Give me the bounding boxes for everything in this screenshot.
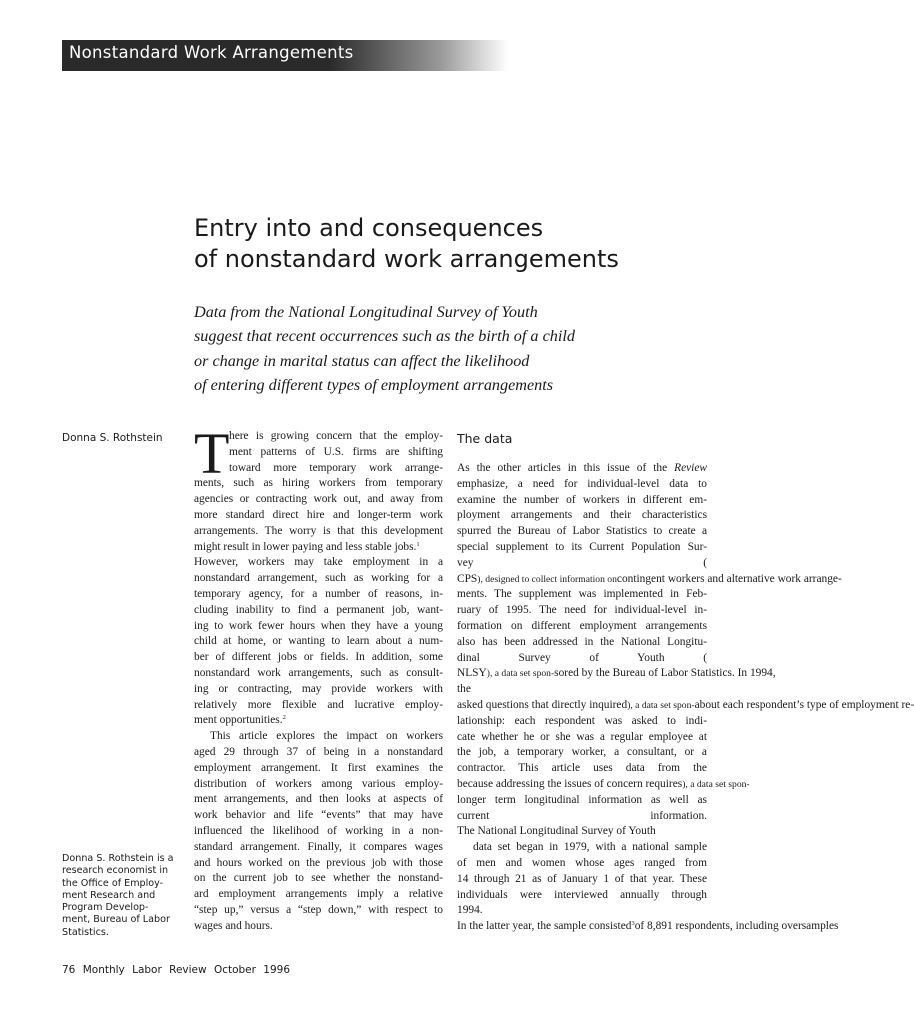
- body-line: relatively more flexible and lucrative employ-: [194, 698, 443, 711]
- body-line: emphasize, a need for individual-level data to: [457, 477, 707, 490]
- body-line: ing to work fewer hours when they have a young: [194, 619, 443, 632]
- body-line: on the current job to see whether the nonstand-: [194, 872, 443, 885]
- body-line-text: of 8,891 respondents, including oversamples: [634, 920, 839, 933]
- body-line: ments, such as hiring workers from temporary: [194, 477, 443, 490]
- issue-date: October 1996: [213, 964, 291, 976]
- body-line: [457, 777, 750, 793]
- body-line: nonstandard arrangement, such as working for a: [194, 572, 443, 585]
- acronym-cps: ), designed to collect information on: [477, 573, 617, 585]
- body-line: spurred the Bureau of Labor Statistics to create a: [457, 525, 707, 538]
- acronym-nlsy: ), a data set spon-: [486, 668, 555, 680]
- body-line-text: sored by the Bureau of Labor Statistics. In 1994,: [554, 667, 776, 680]
- body-line: toward more temporary work arrange-: [229, 461, 443, 474]
- body-line-text: might result in lower paying and less stable jobs.: [194, 540, 417, 553]
- body-line: cluding inability to find a permanent job, want-: [194, 603, 443, 616]
- body-line: [457, 666, 776, 682]
- body-line: aged 29 through 37 of being in a nonstandard: [194, 745, 443, 758]
- body-line: However, workers may take employment in a: [194, 556, 443, 569]
- bio-line: research economist in: [62, 865, 169, 877]
- body-line: contractor. This article uses data from the: [457, 762, 707, 775]
- body-line: ing or contracting, may provide workers with: [194, 682, 443, 695]
- body-line: employment arrangement. It first examines the: [194, 761, 443, 774]
- bio-line: the Office of Employ-: [62, 877, 164, 889]
- body-line: ruary of 1995. The need for individual-level in-: [457, 604, 707, 617]
- bio-line: ment, Bureau of Labor: [62, 914, 170, 926]
- article-deck: [194, 300, 714, 397]
- title-line: Entry into and consequences: [194, 214, 544, 242]
- body-line-text: about each respondent’s type of employment re-: [694, 698, 914, 711]
- body-line: lationship: each respondent was asked to indi-: [457, 714, 707, 727]
- body-line: [194, 713, 443, 729]
- body-line-text: In the latter year, the sample consisted: [457, 920, 632, 933]
- title-line: of nonstandard work arrangements: [194, 245, 619, 273]
- body-line: work behavior and life “events” that may have: [194, 809, 443, 822]
- body-line: ployment arrangements and their characteristics: [457, 509, 707, 522]
- body-line: here is growing concern that the employ-: [229, 430, 443, 442]
- body-line: influenced the likelihood of working in a non-: [194, 824, 443, 837]
- footnote-ref[interactable]: 2: [282, 714, 286, 722]
- body-line: of men and women whose ages ranged from: [457, 856, 707, 869]
- body-line-text: ment opportunities.: [194, 714, 283, 727]
- body-line: also has been addressed in the National Longitu-: [457, 635, 707, 648]
- body-line-text: CPS: [457, 572, 478, 585]
- author-bio: [62, 853, 180, 939]
- body-line: nonstandard work arrangements, such as consult-: [194, 666, 443, 679]
- body-line: formation on different employment arrangements: [457, 619, 707, 632]
- running-header-band: [62, 40, 508, 71]
- acronym-nlsy: ), a data set spon-: [682, 778, 750, 790]
- body-line: data set began in 1979, with a national sample: [473, 841, 707, 854]
- body-line: ber of different jobs or fields. In addition, some: [194, 651, 443, 664]
- bio-line: Program Develop-: [62, 902, 149, 914]
- body-column-1: [194, 421, 443, 935]
- body-line: ment patterns of U.S. firms are shifting: [229, 445, 443, 458]
- body-line-text: NLSY: [457, 667, 487, 680]
- body-line: more standard direct hire and longer-term work: [194, 508, 443, 521]
- body-line: The National Longitudinal Survey of Youth: [457, 825, 656, 838]
- body-line: child at home, or wanting to learn about a num-: [194, 635, 443, 648]
- deck-line: Data from the National Longitudinal Survey of Youth: [194, 303, 538, 321]
- body-line: ard employment arrangements imply a relative: [194, 888, 443, 901]
- body-line: cate whether he or she was a regular employee at: [457, 730, 707, 743]
- body-line: arrangements. The worry is that this development: [194, 524, 443, 537]
- journal-name-italic: Review: [674, 462, 707, 474]
- footnote-ref[interactable]: 3: [631, 920, 635, 928]
- body-line: [457, 698, 914, 714]
- section-heading: The data: [457, 431, 513, 446]
- body-line: [457, 572, 842, 588]
- body-line: [194, 540, 443, 556]
- drop-cap: T: [194, 421, 230, 486]
- article-title: [194, 213, 734, 275]
- body-column-2: [457, 461, 914, 935]
- body-line: standard arrangement. Finally, it compares wages: [194, 840, 443, 853]
- deck-line: or change in marital status can affect the likelihood: [194, 351, 530, 370]
- deck-line: suggest that recent occurrences such as the birth of a child: [194, 327, 575, 346]
- body-line: [457, 919, 839, 935]
- acronym-nlsy: ), a data set spon-: [627, 699, 695, 711]
- body-line: dinal Survey of Youth (: [457, 651, 707, 664]
- body-line: longer term longitudinal information as well as: [457, 793, 707, 806]
- body-line: 1994.: [457, 904, 483, 917]
- body-line: and hours worked on the previous job with those: [194, 856, 443, 869]
- bio-line: Donna S. Rothstein is a: [62, 853, 174, 864]
- body-line: the: [457, 683, 471, 696]
- body-line: “step up,” versus a “step down,” with respect to: [194, 903, 443, 916]
- journal-name: Monthly Labor Review: [82, 964, 207, 976]
- body-line-text: because addressing the issues of concern requires: [457, 777, 683, 790]
- body-line-text: contingent workers and alternative work arrange-: [616, 572, 842, 585]
- bio-line: ment Research and: [62, 889, 156, 901]
- body-line: distribution of workers among various employ-: [194, 777, 443, 790]
- body-line: vey (: [457, 556, 707, 569]
- body-line: current information.: [457, 809, 707, 822]
- body-line: examine the number of workers in different em-: [457, 493, 707, 506]
- body-line: ment arrangements, and then looks at aspects of: [194, 793, 443, 806]
- page-footer: [62, 964, 290, 976]
- body-line-text: As the other articles in this issue of the: [457, 462, 675, 474]
- body-line: individuals were interviewed annually through: [457, 888, 707, 901]
- footnote-ref[interactable]: 1: [416, 540, 420, 548]
- body-line: This article explores the impact on workers: [210, 730, 443, 743]
- running-header-title: Nonstandard Work Arrangements: [69, 43, 354, 62]
- body-line-text: asked questions that directly inquired: [457, 698, 628, 711]
- body-line: wages and hours.: [194, 919, 273, 932]
- page-number: 76: [62, 964, 76, 976]
- body-line: [457, 461, 707, 477]
- bio-line: Statistics.: [62, 926, 109, 938]
- body-line: the job, a temporary worker, a consultant, or a: [457, 746, 707, 759]
- body-line: 14 through 21 as of January 1 of that year. These: [457, 872, 707, 885]
- body-line: special supplement to its Current Population Sur-: [457, 540, 707, 553]
- body-line: ments. The supplement was implemented in Feb-: [457, 588, 707, 601]
- body-line: temporary agency, for a number of reasons, in-: [194, 587, 443, 600]
- deck-line: of entering different types of employment arrangements: [194, 375, 554, 394]
- body-line: agencies or contracting work out, and away from: [194, 493, 443, 506]
- author-name: Donna S. Rothstein: [62, 432, 163, 444]
